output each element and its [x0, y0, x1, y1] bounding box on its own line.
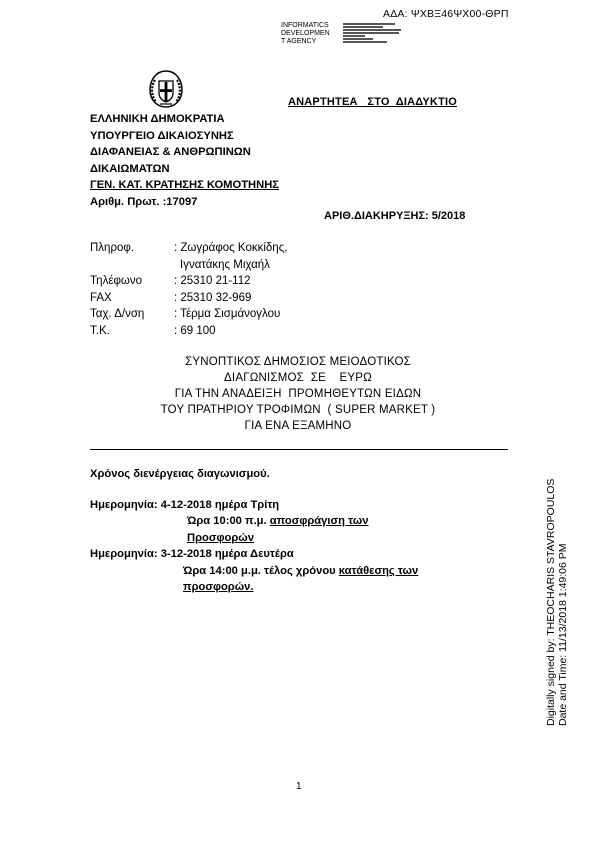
section-divider — [90, 449, 508, 450]
phone-label: Τηλέφωνο — [90, 275, 143, 287]
opening-label-2: Προσφορών — [187, 531, 254, 544]
fax-label: FAX — [90, 291, 112, 304]
declaration-number: ΑΡΙΘ.ΔΙΑΚΗΡΥΞΗΣ: 5/2018 — [324, 210, 466, 222]
agency-line-2: DEVELOPMEN — [281, 30, 330, 37]
org-line-5: ΓΕΝ. ΚΑΤ. ΚΡΑΤΗΣΗΣ ΚΟΜΟΤΗΝΗΣ — [90, 179, 279, 191]
submission-label: κατάθεσης των — [338, 564, 419, 577]
signature-date: Date and Time: 11/13/2018 1:49:06 PM — [557, 543, 569, 726]
title-line-3: ΓΙΑ ΤΗΝ ΑΝΑΔΕΙΞΗ ΠΡΟΜΗΘΕΥΤΩΝ ΕΙΔΩΝ — [174, 388, 422, 400]
tender-title — [90, 354, 506, 434]
agency-line-1: INFORMATICS — [281, 22, 329, 29]
agency-line-3: T AGENCY — [281, 38, 317, 45]
info-label: Πληροφ. — [90, 242, 135, 254]
address-label: Ταχ. Δ/νση — [90, 308, 145, 320]
submission-time-text: Ώρα 14:00 μ.μ. τέλος χρόνου — [183, 564, 339, 577]
postcode-value: : 69 100 — [174, 324, 216, 337]
title-line-5: ΓΙΑ ΕΝΑ ΕΞΑΜΗΝΟ — [244, 420, 352, 432]
opening-time — [90, 513, 418, 530]
title-line-2: ΔΙΑΓΩΝΙΣΜΟΣ ΣΕ ΕΥΡΩ — [224, 372, 372, 384]
org-line-3: ΔΙΑΦΑΝΕΙΑΣ & ΑΝΘΡΩΠΙΝΩΝ — [90, 146, 251, 158]
issuing-authority — [90, 111, 279, 210]
title-line-1: ΣΥΝΟΠΤΙΚΟΣ ΔΗΜΟΣΙΟΣ ΜΕΙΟΔΟΤΙΚΟΣ — [185, 356, 411, 368]
phone-value: : 25310 21-112 — [174, 275, 251, 287]
greek-coat-of-arms-icon — [146, 68, 186, 110]
signature-signed-by: Digitally signed by: THEOCHARIS STAVROPOULOS — [545, 478, 557, 726]
info-value-2: Ιγνατάκης Μιχαήλ — [180, 258, 270, 271]
org-line-2: ΥΠΟΥΡΓΕΙΟ ΔΙΚΑΙΟΣΥΝΗΣ — [90, 129, 234, 142]
postcode-label: Τ.Κ. — [90, 324, 110, 337]
contact-info — [90, 240, 287, 339]
schedule-heading: Χρόνος διενέργειας διαγωνισμού. — [90, 468, 270, 480]
posting-notice: ΑΝΑΡΤΗΤΕΑ ΣΤΟ ΔΙΑΔΥΚΤΙΟ — [288, 96, 458, 108]
org-line-1: ΕΛΛΗΝΙΚΗ ΔΗΜΟΚΡΑΤΙΑ — [90, 113, 225, 125]
submission-time — [90, 563, 418, 580]
tender-schedule — [90, 466, 418, 596]
agency-greek-text — [343, 22, 401, 46]
opening-date: Ημερομηνία: 4-12-2018 ημέρα Τρίτη — [90, 498, 280, 511]
info-value: : Ζωγράφος Κοκκίδης, — [174, 242, 288, 254]
submission-date: Ημερομηνία: 3-12-2018 ημέρα Δευτέρα — [90, 548, 294, 560]
org-line-4: ΔΙΚΑΙΩΜΑΤΩΝ — [90, 162, 170, 175]
digital-signature — [545, 436, 577, 726]
opening-label: αποσφράγιση των — [269, 515, 369, 527]
title-line-4: ΤΟΥ ΠΡΑΤΗΡΙΟΥ ΤΡΟΦΙΜΩΝ ( SUPER MARKET ) — [160, 404, 436, 416]
page-number: 1 — [296, 781, 302, 792]
opening-time-text: Ώρα 10:00 π.μ. — [187, 515, 270, 527]
protocol-number: Αριθμ. Πρωτ. :17097 — [90, 195, 198, 208]
submission-label-2: προσφορών. — [183, 581, 254, 593]
ada-code: ΑΔΑ: ΨΧΒΞ46ΨΧ00-ΘΡΠ — [383, 8, 509, 20]
fax-value: : 25310 32-969 — [174, 291, 252, 304]
agency-logo — [281, 22, 409, 46]
address-value: : Τέρμα Σισμάνογλου — [174, 308, 281, 320]
